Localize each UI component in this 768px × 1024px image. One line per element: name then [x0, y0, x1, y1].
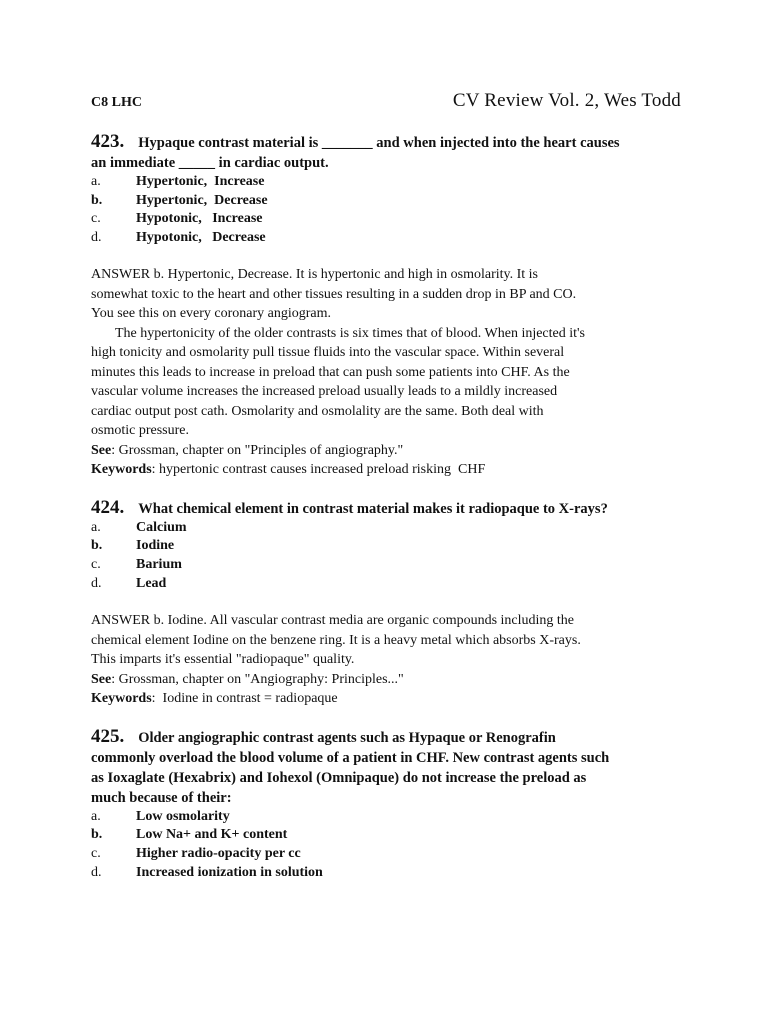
option-letter: a. [91, 808, 101, 824]
keywords-line [91, 460, 681, 480]
option-list [91, 519, 681, 593]
question-block [91, 132, 681, 480]
answer-line: ANSWER b. Hypertonic, Decrease. It is hypertonic and high in osmolarity. It is [91, 267, 538, 283]
question-stem-line [91, 727, 681, 748]
option-text: Higher radio-opacity per cc [136, 845, 301, 861]
see-reference [91, 441, 681, 461]
answer-line: somewhat toxic to the heart and other tissues resulting in a sudden drop in BP and CO. [91, 286, 577, 302]
option-item [91, 575, 681, 594]
question-stem-text: as Ioxaglate (Hexabrix) and Iohexol (Omnipaque) do not increase the preload as [91, 769, 587, 786]
question-number: 423. [91, 131, 125, 152]
option-text: Increased ionization in solution [136, 864, 323, 880]
document-page [91, 90, 681, 882]
question-number: 425. [91, 725, 125, 747]
option-letter: c. [91, 845, 101, 861]
question-stem-text: commonly overload the blood volume of a patient in CHF. New contrast agents such [91, 749, 610, 766]
answer-line: The hypertonicity of the older contrasts is six times that of blood. When injected it's [115, 325, 585, 341]
page-header [91, 90, 681, 118]
question-list [91, 132, 681, 882]
question-stem-line [91, 768, 681, 788]
option-item [91, 556, 681, 575]
option-letter: c. [91, 557, 101, 573]
option-list [91, 808, 681, 882]
see-label: See [91, 442, 112, 458]
option-item [91, 173, 681, 192]
option-letter: d. [91, 864, 102, 880]
option-list [91, 173, 681, 247]
question-stem-text: an immediate _____ in cardiac output. [91, 155, 329, 171]
keywords-label: Keywords [91, 691, 152, 707]
question-stem-text: What chemical element in contrast material makes it radiopaque to X-rays? [138, 500, 608, 517]
option-text: Iodine [136, 538, 175, 554]
option-letter: b. [91, 192, 103, 208]
question-stem-text: Older angiographic contrast agents such as Hypaque or Renografin [138, 729, 556, 746]
option-item [91, 519, 681, 538]
option-item [91, 537, 681, 556]
option-letter: d. [91, 575, 102, 591]
answer-explanation [91, 611, 681, 709]
answer-line: You see this on every coronary angiogram. [91, 306, 332, 322]
option-text: Hypotonic, Decrease [136, 229, 266, 245]
option-text: Hypotonic, Increase [136, 211, 263, 227]
answer-line: vascular volume increases the increased preload usually leads to a mildly increased [91, 384, 558, 400]
option-letter: b. [91, 827, 103, 843]
question-stem-text: Hypaque contrast material is _______ and when injected into the heart causes [138, 135, 620, 151]
question-stem-line [91, 748, 681, 768]
answer-explanation [91, 265, 681, 480]
option-letter: c. [91, 211, 101, 227]
see-text: : Grossman, chapter on "Angiography: Principles..." [111, 671, 404, 687]
option-letter: a. [91, 519, 101, 535]
question-block [91, 498, 681, 709]
option-item [91, 808, 681, 827]
answer-line: This imparts it's essential "radiopaque" quality. [91, 652, 355, 668]
option-text: Low osmolarity [136, 808, 230, 824]
option-text: Low Na+ and K+ content [136, 827, 288, 843]
option-item [91, 229, 681, 248]
option-item [91, 210, 681, 229]
keywords-label: Keywords [91, 462, 152, 478]
question-block [91, 727, 681, 882]
option-text: Barium [136, 557, 182, 573]
question-stem-text: much because of their: [91, 789, 232, 806]
option-item [91, 192, 681, 211]
see-text: : Grossman, chapter on "Principles of angiography." [111, 442, 404, 458]
option-item [91, 826, 681, 845]
option-item [91, 864, 681, 883]
answer-line: high tonicity and osmolarity pull tissue fluids into the vascular space. Within several [91, 345, 565, 361]
option-letter: a. [91, 174, 101, 189]
question-stem-line [91, 788, 681, 808]
keywords-text: : Iodine in contrast = radiopaque [151, 691, 338, 707]
question-stem-line [91, 498, 681, 519]
option-text: Calcium [136, 519, 187, 535]
option-text: Lead [136, 575, 167, 591]
option-text: Hypertonic, Decrease [136, 192, 268, 208]
answer-line: ANSWER b. Iodine. All vascular contrast media are organic compounds including the [91, 613, 575, 629]
header-left: C8 LHC [91, 95, 142, 110]
question-number: 424. [91, 496, 125, 518]
option-letter: d. [91, 229, 102, 245]
see-reference [91, 670, 681, 690]
option-text: Hypertonic, Increase [136, 174, 265, 189]
answer-line: chemical element Iodine on the benzene ring. It is a heavy metal which absorbs X-rays. [91, 632, 581, 648]
answer-line: minutes this leads to increase in preload that can push some patients into CHF. As the [91, 364, 570, 380]
option-letter: b. [91, 538, 103, 554]
see-label: See [91, 671, 112, 687]
header-title: CV Review Vol. 2, Wes Todd [452, 90, 681, 111]
question-stem-line [91, 132, 681, 153]
option-item [91, 845, 681, 864]
question-stem-line [91, 153, 681, 173]
keywords-line [91, 689, 681, 709]
answer-line: cardiac output post cath. Osmolarity and osmolality are the same. Both deal with [91, 403, 544, 419]
answer-line: osmotic pressure. [91, 423, 189, 439]
keywords-text: : hypertonic contrast causes increased preload risking CHF [151, 462, 486, 478]
